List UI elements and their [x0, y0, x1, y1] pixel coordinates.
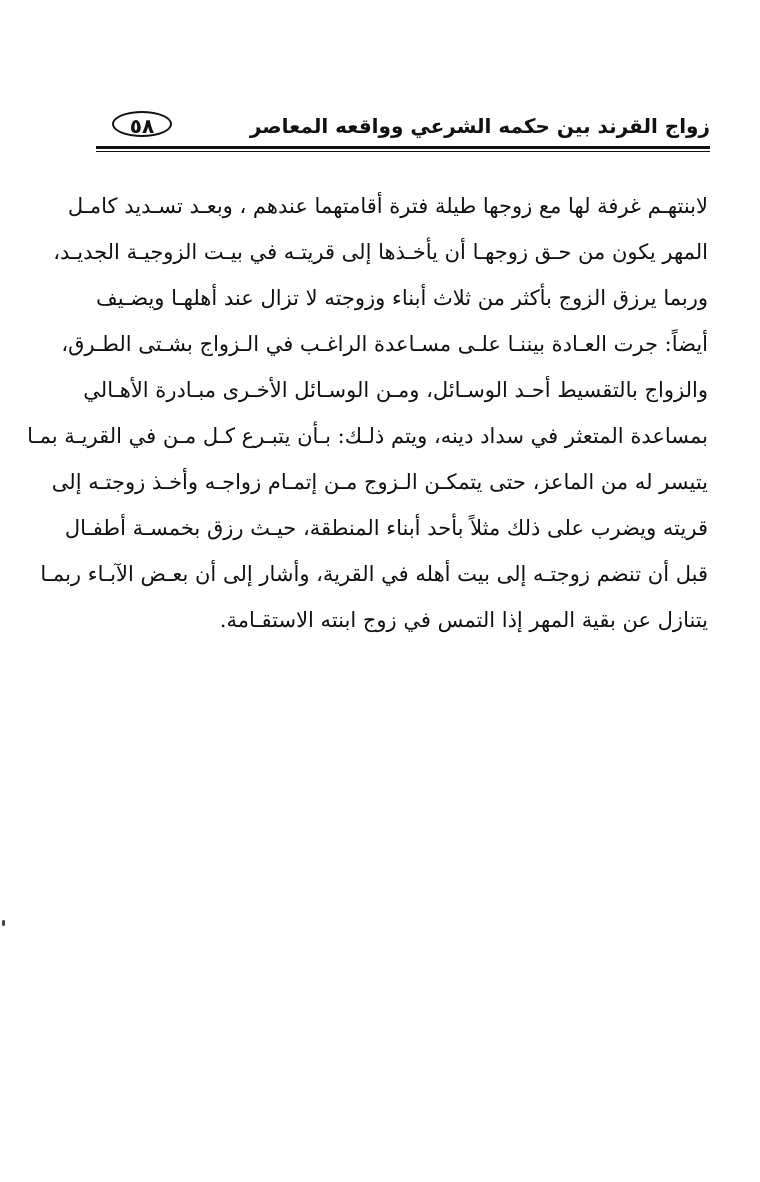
- text-line: يتنازل عن بقية المهر إذا التمس في زوج ابنته الاستقـامة.: [219, 608, 708, 632]
- text-line: بمساعدة المتعثر في سداد دينه، ويتم ذلـك: بـأن يتبـرع كـل مـن في القريـة بمـا: [27, 424, 708, 448]
- text-line: قبل أن تنضم زوجتـه إلى بيت أهله في القرية، وأشار إلى أن بعـض الآبـاء ربمـا: [40, 562, 708, 586]
- header-rule-thin: [96, 151, 710, 152]
- text-line: لابنتهـم غرفة لها مع زوجها طيلة فترة أقامتهما عندهم ، وبعـد تسـديد كامـل: [67, 194, 708, 218]
- text-line: المهر يكون من حـق زوجهـا أن يأخـذها إلى قريتـه في بيـت الزوجيـة الجديـد،: [53, 240, 708, 264]
- text-line: قريته ويضرب على ذلك مثلاً بأحد أبناء المنطقة، حيـث رزق بخمسـة أطفـال: [64, 516, 708, 540]
- text-line: يتيسر له من الماعز، حتى يتمكـن الـزوج مـن إتمـام زواجـه وأخـذ زوجتـه إلى: [51, 470, 708, 494]
- page-header: [96, 108, 710, 148]
- header-rule-thick: [96, 146, 710, 149]
- scan-edge-mark: [2, 920, 5, 926]
- page-number: ٥٨: [112, 111, 172, 137]
- running-title: زواج القرند بين حكمه الشرعي وواقعه المعاصر: [249, 114, 710, 138]
- text-line: أيضاً: جرت العـادة بيننـا علـى مسـاعدة الراغـب في الـزواج بشـتى الطـرق،: [61, 332, 708, 356]
- text-line: والزواج بالتقسيط أحـد الوسـائل، ومـن الوسـائل الأخـرى مبـادرة الأهـالي: [83, 378, 708, 402]
- text-line: وربما يرزق الزوج بأكثر من ثلاث أبناء وزوجته لا تزال عند أهلهـا ويضـيف: [96, 286, 708, 310]
- body-paragraph: [27, 183, 708, 643]
